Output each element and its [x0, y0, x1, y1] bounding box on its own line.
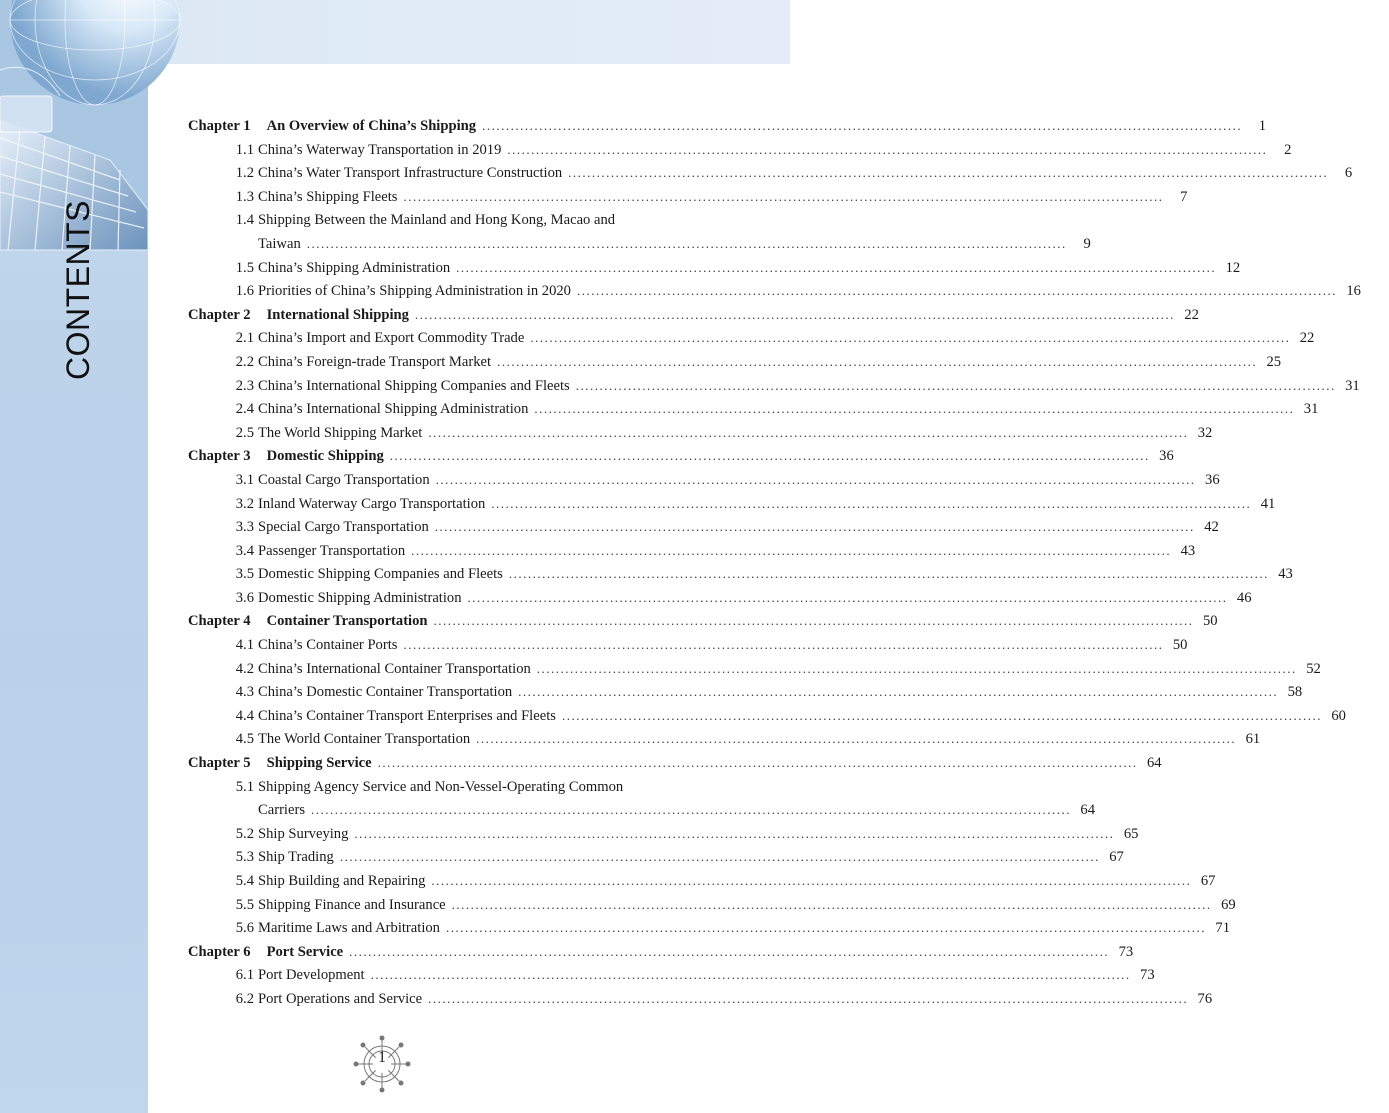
toc-entry-number: 2.1: [235, 330, 254, 347]
dot-leader: ................................................................................................................................................................: [534, 401, 1295, 417]
toc-entry-title: Container Transportation: [266, 613, 428, 630]
toc-entry-title: Shipping Agency Service and Non-Vessel-Operating Common: [258, 778, 624, 795]
toc-entry-title: Inland Waterway Cargo Transportation: [258, 495, 486, 512]
toc-entry-title: China’s International Container Transportation: [258, 660, 531, 677]
toc-entry-page: 22: [1299, 330, 1315, 347]
dot-leader: ................................................................................................................................................................: [428, 424, 1189, 440]
toc-entry-page: 64: [1147, 755, 1162, 772]
toc-section-row[interactable]: [188, 279, 1361, 303]
toc-entry-title: Shipping Between the Mainland and Hong Kong, Macao and: [258, 212, 616, 229]
toc-section-row[interactable]: [188, 185, 1188, 209]
dot-leader: ................................................................................................................................................................: [482, 118, 1243, 133]
dot-leader: ................................................................................................................................................................: [536, 660, 1297, 676]
toc-entry-page: 60: [1331, 707, 1346, 724]
toc-section-row[interactable]: [188, 680, 1303, 704]
toc-section-row[interactable]: [188, 893, 1236, 917]
toc-section-row[interactable]: [188, 633, 1188, 657]
toc-section-row[interactable]: [188, 397, 1319, 421]
toc-section-row[interactable]: [188, 515, 1219, 539]
toc-entry-title: Ship Building and Repairing: [258, 873, 426, 889]
toc-section-row[interactable]: [188, 916, 1230, 940]
toc-entry-number: 3.4: [235, 542, 254, 559]
toc-entry-number: 5.6: [235, 920, 254, 937]
toc-section-row[interactable]: [188, 138, 1292, 162]
toc-chapter-row[interactable]: [188, 444, 1174, 468]
dot-leader: ................................................................................................................................................................: [497, 353, 1258, 369]
toc-entry-number: 2.4: [235, 401, 254, 418]
table-of-contents: [188, 114, 1361, 1011]
toc-section-row[interactable]: [188, 798, 1096, 822]
toc-entry-number: Chapter 3: [188, 448, 251, 465]
dot-leader: ................................................................................................................................................................: [370, 967, 1131, 983]
toc-entry-number: 1.2: [235, 165, 254, 182]
toc-entry-number: 3.1: [235, 471, 254, 488]
toc-entry-page: 67: [1200, 873, 1216, 889]
dot-leader: ................................................................................................................................................................: [445, 920, 1206, 936]
toc-entry-page: 46: [1236, 589, 1252, 606]
toc-entry-page: 52: [1306, 660, 1321, 677]
toc-entry-number: Chapter 1: [188, 118, 251, 134]
dot-leader: ................................................................................................................................................................: [434, 519, 1195, 535]
toc-entry-page: 25: [1266, 353, 1282, 370]
dot-leader: ................................................................................................................................................................: [435, 471, 1196, 487]
toc-chapter-row[interactable]: [188, 609, 1218, 633]
toc-entry-number: 4.3: [235, 684, 254, 701]
dot-leader: ................................................................................................................................................................: [507, 141, 1268, 157]
page-number: 1: [378, 1049, 386, 1066]
toc-section-row[interactable]: [188, 350, 1282, 374]
dot-leader: ................................................................................................................................................................: [349, 943, 1110, 959]
dot-leader: ................................................................................................................................................................: [561, 707, 1322, 723]
toc-entry-page: 61: [1245, 731, 1261, 748]
dot-leader: ................................................................................................................................................................: [467, 589, 1228, 605]
toc-section-row[interactable]: [188, 704, 1346, 728]
toc-entry-title: Domestic Shipping: [266, 448, 384, 465]
toc-section-row[interactable]: [188, 987, 1213, 1011]
toc-section-row[interactable]: [188, 586, 1252, 610]
toc-entry-number: 4.2: [235, 660, 254, 677]
toc-entry-page: 71: [1215, 920, 1230, 937]
toc-entry-title: China’s Import and Export Commodity Trade: [258, 330, 525, 347]
toc-entry-number: Chapter 4: [188, 613, 251, 630]
dot-leader: ................................................................................................................................................................: [568, 165, 1329, 181]
toc-entry-number: 5.3: [235, 849, 254, 866]
dot-leader: ................................................................................................................................................................: [389, 448, 1150, 464]
toc-entry-number: 1.5: [235, 259, 254, 276]
toc-chapter-row[interactable]: [188, 303, 1199, 327]
toc-entry-page: 65: [1123, 825, 1139, 842]
toc-section-row[interactable]: [188, 232, 1091, 256]
toc-entry-page: 1: [1258, 118, 1267, 134]
dot-leader: ................................................................................................................................................................: [403, 637, 1164, 653]
dot-leader: ................................................................................................................................................................: [576, 283, 1337, 299]
toc-entry-title: An Overview of China’s Shipping: [266, 118, 477, 134]
toc-section-row[interactable]: [188, 468, 1220, 492]
toc-entry-title: China’s International Shipping Companies and Fleets: [258, 377, 570, 394]
toc-entry-title: China’s Shipping Administration: [258, 259, 451, 276]
toc-section-row[interactable]: [188, 208, 728, 232]
toc-entry-title: China’s Waterway Transportation in 2019: [258, 141, 502, 158]
toc-entry-number: 5.2: [235, 825, 254, 842]
toc-section-row[interactable]: [188, 326, 1315, 350]
toc-section-row[interactable]: [188, 845, 1124, 869]
toc-entry-title: Ship Trading: [258, 849, 334, 866]
toc-entry-page: 58: [1287, 684, 1303, 701]
dot-leader: ................................................................................................................................................................: [339, 849, 1100, 865]
toc-entry-title: Carriers: [258, 802, 306, 819]
toc-entry-page: 2: [1284, 141, 1292, 158]
toc-entry-title: Maritime Laws and Arbitration: [258, 920, 440, 937]
toc-entry-title: China’s Foreign-trade Transport Market: [258, 353, 492, 370]
toc-entry-number: 2.3: [235, 377, 254, 394]
header-band: [148, 0, 790, 64]
toc-entry-title: China’s Container Ports: [258, 637, 398, 654]
toc-entry-number: Chapter 5: [188, 755, 251, 772]
toc-entry-number: Chapter 2: [188, 306, 251, 323]
toc-section-row[interactable]: [188, 657, 1321, 681]
toc-section-row[interactable]: [188, 256, 1241, 280]
toc-entry-title: Shipping Finance and Insurance: [258, 896, 446, 913]
toc-entry-title: Domestic Shipping Administration: [258, 589, 462, 606]
toc-entry-title: Passenger Transportation: [258, 542, 406, 559]
toc-entry-title: China’s Shipping Fleets: [258, 188, 398, 205]
toc-entry-page: 12: [1225, 259, 1241, 276]
dot-leader: ................................................................................................................................................................: [433, 613, 1194, 629]
toc-entry-page: 73: [1140, 967, 1155, 984]
toc-entry-page: 50: [1172, 637, 1188, 654]
toc-entry-page: 9: [1083, 235, 1091, 252]
dot-leader: ................................................................................................................................................................: [411, 542, 1172, 558]
toc-entry-title: Coastal Cargo Transportation: [258, 471, 430, 488]
toc-entry-number: 5.4: [235, 873, 254, 889]
toc-entry-page: 76: [1197, 990, 1213, 1007]
toc-entry-number: 3.2: [235, 495, 254, 512]
toc-entry-page: 50: [1202, 613, 1218, 630]
toc-section-row[interactable]: [188, 421, 1213, 445]
toc-entry-page: 43: [1278, 566, 1293, 583]
toc-entry-title: The World Container Transportation: [258, 731, 471, 748]
toc-entry-title: China’s International Shipping Administration: [258, 401, 529, 418]
toc-entry-title: Port Service: [266, 943, 344, 960]
toc-entry-number: 4.5: [235, 731, 254, 748]
toc-entry-title: China’s Container Transport Enterprises and Fleets: [258, 707, 556, 724]
toc-chapter-row[interactable]: [188, 114, 1267, 138]
toc-entry-title: Port Operations and Service: [258, 990, 423, 1007]
toc-section-row[interactable]: [188, 963, 1155, 987]
toc-entry-number: 5.5: [235, 896, 254, 913]
toc-entry-number: 6.1: [235, 967, 254, 984]
toc-entry-page: 31: [1303, 401, 1319, 418]
toc-section-row[interactable]: [188, 869, 1216, 893]
toc-section-row[interactable]: [188, 161, 1353, 185]
toc-entry-page: 64: [1080, 802, 1096, 819]
toc-section-row[interactable]: [188, 727, 1261, 751]
dot-leader: ................................................................................................................................................................: [530, 330, 1291, 346]
toc-entry-page: 36: [1205, 471, 1220, 488]
toc-entry-title: Shipping Service: [266, 755, 372, 772]
dot-leader: ................................................................................................................................................................: [508, 566, 1269, 582]
toc-entry-number: 1.3: [235, 188, 254, 205]
dot-leader: ................................................................................................................................................................: [451, 896, 1212, 912]
dot-leader: ................................................................................................................................................................: [354, 825, 1115, 841]
toc-entry-page: 43: [1180, 542, 1196, 559]
toc-section-row[interactable]: [188, 775, 728, 799]
toc-entry-number: 1.6: [235, 283, 254, 300]
toc-entry-number: 4.1: [235, 637, 254, 654]
dot-leader: ................................................................................................................................................................: [476, 731, 1237, 747]
dot-leader: ................................................................................................................................................................: [377, 755, 1138, 771]
toc-entry-number: 4.4: [235, 707, 254, 724]
dot-leader: ................................................................................................................................................................: [428, 990, 1189, 1006]
toc-entry-page: 73: [1118, 943, 1134, 960]
dot-leader: ................................................................................................................................................................: [414, 306, 1175, 322]
toc-entry-number: 3.3: [235, 519, 254, 536]
toc-entry-number: 2.2: [235, 353, 254, 370]
toc-entry-page: 69: [1221, 896, 1236, 913]
toc-entry-title: China’s Water Transport Infrastructure Construction: [258, 165, 563, 182]
toc-entry-page: 67: [1109, 849, 1124, 866]
toc-entry-number: 1.1: [235, 141, 254, 158]
toc-entry-title: The World Shipping Market: [258, 424, 423, 441]
dot-leader: ................................................................................................................................................................: [403, 188, 1164, 204]
toc-section-row[interactable]: [188, 492, 1276, 516]
dot-leader: ................................................................................................................................................................: [518, 684, 1279, 700]
dot-leader: ................................................................................................................................................................: [491, 495, 1252, 511]
toc-entry-title: Domestic Shipping Companies and Fleets: [258, 566, 503, 583]
toc-entry-number: 3.5: [235, 566, 254, 583]
toc-entry-number: 1.4: [235, 212, 254, 229]
toc-chapter-row[interactable]: [188, 940, 1134, 964]
toc-entry-title: Taiwan: [258, 235, 301, 252]
toc-entry-title: Priorities of China’s Shipping Administration in 2020: [258, 283, 571, 300]
toc-entry-title: Special Cargo Transportation: [258, 519, 429, 536]
toc-entry-number: 5.1: [235, 778, 254, 795]
toc-entry-page: 22: [1184, 306, 1199, 323]
toc-entry-title: China’s Domestic Container Transportation: [258, 684, 513, 701]
toc-entry-title: Port Development: [258, 967, 365, 984]
toc-chapter-row[interactable]: [188, 751, 1162, 775]
toc-entry-number: 2.5: [235, 424, 254, 441]
toc-entry-page: 36: [1159, 448, 1174, 465]
toc-section-row[interactable]: [188, 822, 1139, 846]
contents-vertical-heading: CONTENTS: [60, 200, 96, 380]
toc-entry-number: 6.2: [235, 990, 254, 1007]
toc-entry-page: 16: [1346, 283, 1361, 300]
toc-entry-title: Ship Surveying: [258, 825, 349, 842]
toc-entry-page: 41: [1260, 495, 1276, 512]
toc-entry-page: 7: [1180, 188, 1188, 205]
dot-leader: ................................................................................................................................................................: [306, 235, 1067, 251]
toc-entry-page: 31: [1345, 377, 1360, 394]
toc-entry-page: 32: [1197, 424, 1213, 441]
dot-leader: ................................................................................................................................................................: [431, 873, 1192, 888]
page-number-ornament: [350, 1030, 414, 1094]
toc-entry-title: International Shipping: [266, 306, 409, 323]
toc-entry-number: 3.6: [235, 589, 254, 606]
toc-entry-page: 6: [1344, 165, 1353, 182]
toc-section-row[interactable]: [188, 562, 1293, 586]
dot-leader: ................................................................................................................................................................: [575, 377, 1336, 393]
dot-leader: ................................................................................................................................................................: [311, 802, 1072, 818]
dot-leader: ................................................................................................................................................................: [456, 259, 1217, 275]
toc-entry-number: Chapter 6: [188, 943, 251, 960]
toc-section-row[interactable]: [188, 374, 1360, 398]
toc-section-row[interactable]: [188, 539, 1196, 563]
toc-entry-page: 42: [1204, 519, 1219, 536]
